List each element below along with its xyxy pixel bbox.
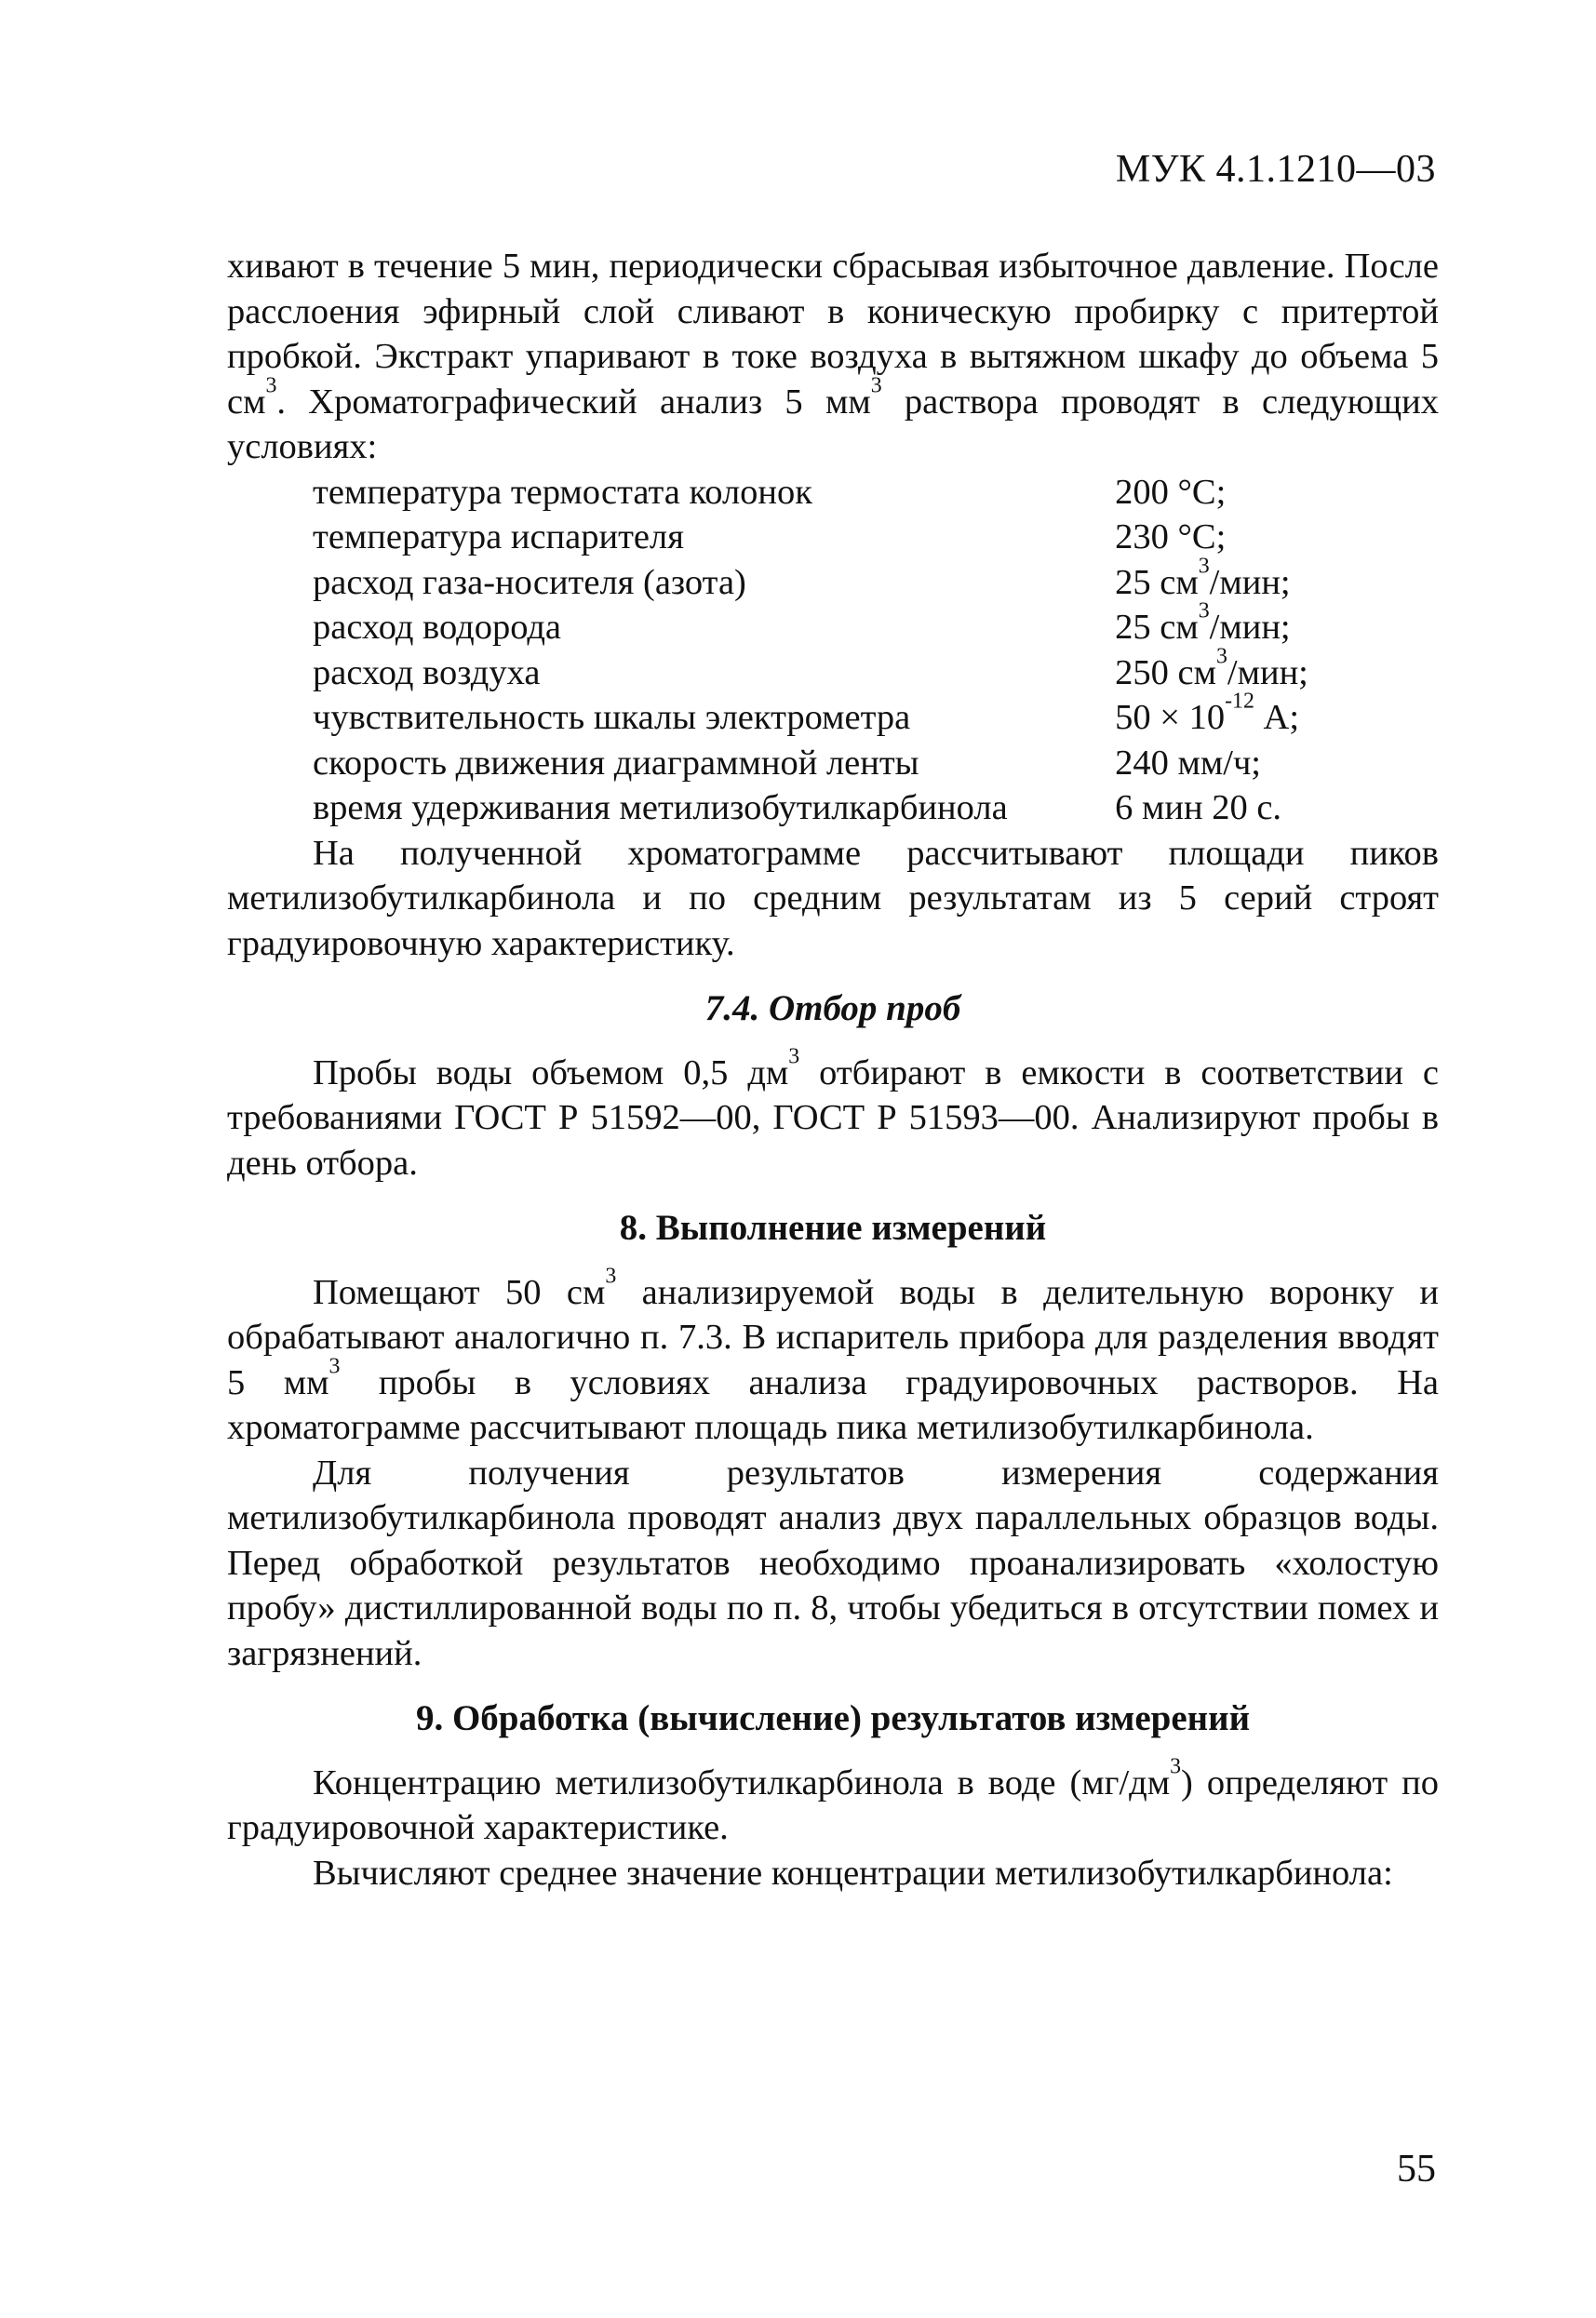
processing-paragraph-2: Вычисляют среднее значение концентрации метилизобутилкарбинола: — [313, 1853, 1393, 1893]
processing-paragraph-1: Концентрацию метилизобутилкарбинола в воде $(мг/дм^3)$ определяют по градуировочной характеристике. — [227, 1753, 1439, 1847]
condition-row — [313, 650, 1336, 696]
condition-row — [313, 785, 1336, 831]
condition-label: расход газа-носителя (азота) — [313, 562, 746, 602]
condition-label: температура испарителя — [313, 517, 684, 556]
page-number: 55 — [1397, 2148, 1436, 2191]
section-9-heading: 9. Обработка (вычисление) результатов измерений — [415, 1698, 1251, 1738]
condition-value: 25 $см^3$/мин; — [1115, 598, 1291, 647]
condition-row — [313, 560, 1336, 606]
condition-value: 250 $см^3$/мин; — [1115, 643, 1308, 692]
condition-label: скорость движения диаграммной ленты — [313, 743, 919, 783]
condition-row — [313, 695, 1336, 741]
section-7-4-heading: 7.4. Отбор проб — [704, 988, 961, 1028]
document-code-header: МУК 4.1.1210—03 — [1115, 148, 1436, 191]
condition-value: 6 мин 20 с. — [1115, 788, 1282, 827]
condition-value: 230 °С; — [1115, 517, 1227, 556]
condition-row — [313, 515, 1336, 560]
condition-value: 240 мм/ч; — [1115, 743, 1261, 783]
section-8-heading: 8. Выполнение измерений — [619, 1208, 1047, 1248]
intro-paragraph: хивают в течение 5 мин, периодически сбрасывая избыточное давление. После расслоения эфирный слой сливают в коническую пробирку с притертой пробкой. Экстракт упаривают в токе воздуха в вытяжном шкафу до объема 5 $см^3$. Хроматографический анализ 5 $мм^3$ раствора проводят в следующих условиях: — [227, 247, 1439, 466]
condition-value: 25 $см^3$/мин; — [1115, 553, 1291, 602]
condition-label: температура термостата колонок — [313, 472, 812, 512]
measurement-paragraph-2: Для получения результатов измерения содержания метилизобутилкарбинола проводят анализ двух параллельных образцов воды. Перед обработкой результатов необходимо проанализировать «холостую пробу» дистиллированной воды по п. 8, чтобы убедиться в отсутствии помех и загрязнений. — [227, 1453, 1439, 1673]
conditions-table — [313, 470, 1336, 831]
calibration-paragraph: На полученной хроматограмме рассчитывают площади пиков метилизобутилкарбинола и по средним результатам из 5 серий строят градуировочную характеристику. — [227, 833, 1439, 963]
measurement-paragraph-1: Помещают 50 $см^3$ анализируемой воды в делительную воронку и обрабатывают аналогично п. 7.3. В испаритель прибора для разделения вводят 5 $мм^3$ пробы в условиях анализа градуировочных растворов. На хроматограмме рассчитывают площадь пика метилизобутилкарбинола. — [227, 1263, 1439, 1447]
condition-label: чувствительность шкалы электрометра — [313, 698, 911, 737]
condition-row — [313, 605, 1336, 650]
condition-row — [313, 741, 1336, 786]
sampling-paragraph: Пробы воды объемом 0,5 $дм^3$ отбирают в емкости в соответствии с требованиями ГОСТ Р 51592—00, ГОСТ Р 51593—00. Анализируют пробы в день отбора. — [227, 1043, 1440, 1183]
condition-label: расход водорода — [313, 608, 562, 647]
condition-row — [313, 470, 1336, 516]
condition-label: расход воздуха — [313, 652, 541, 692]
condition-value: 200 °С; — [1115, 472, 1227, 512]
page-content — [227, 244, 1439, 1896]
condition-label: время удерживания метилизобутилкарбинола — [313, 788, 1008, 827]
condition-value: $50 \times 10^{-12}$ А; — [1115, 689, 1300, 737]
